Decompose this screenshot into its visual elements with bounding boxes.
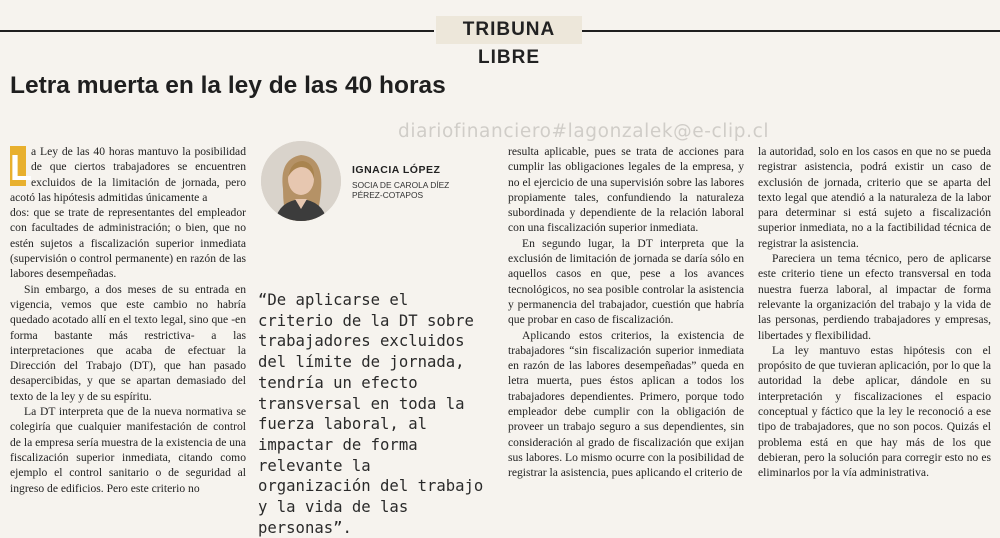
article-paragraph: En segundo lugar, la DT interpreta que la exclusión de limitación de jornada se daría sólo en aquellos casos en que, pese a los avances tecnológicos, no sea posible controlar la asistencia y permanencia del trabajador, cuestión que habría que probar en caso de fiscalización.	[508, 236, 744, 327]
drop-cap: L	[10, 147, 32, 188]
article-paragraph: La DT interpreta que de la nueva normativa se colegiría que cualquier manifestación de control de la empresa sería muestra de la existencia de una fiscalización superior inmediata, citando como ejemplo el control sanitario o de seguridad al ingreso de edificios. Pero este criterio no	[10, 405, 246, 495]
watermark: diariofinanciero#lagonzalek@e-clip.cl	[398, 121, 770, 142]
author-portrait-icon	[261, 141, 341, 221]
author-role: SOCIA DE CAROLA DÍEZ PÉREZ-COTAPOS	[352, 180, 450, 200]
author-photo	[261, 141, 341, 221]
section-label: TRIBUNA LIBRE	[436, 16, 582, 44]
article-paragraph: L a Ley de las 40 horas mantuvo la posibilidad de que ciertos trabajadores se encuentren excluidos de la limitación de jornada, pero acotó las hipótesis admitidas únicamente a	[10, 145, 246, 204]
article-paragraph: resulta aplicable, pues se trata de acciones para cumplir las obligaciones legales de la empresa, y no el ejercicio de una supervisión sobre las labores propiamente tales, confundiendo la naturaleza subordinada y dependiente de la relación laboral con una fiscalización superior inmediata.	[508, 145, 744, 235]
article-column-1	[10, 144, 246, 496]
article-column-4	[758, 144, 991, 481]
article-paragraph: Pareciera un tema técnico, pero de aplicarse este criterio tiene un efecto transversal en toda nuestra fuerza laboral, al impactar de forma relevante la organización del trabajo y la vida de las personas, perdiendo trabajadores y empresas, libertades y flexibilidad.	[758, 252, 991, 342]
article-paragraph: la autoridad, solo en los casos en que no se pueda registrar asistencia, podrá existir un caso de exclusión de jornada, criterio que se aparta del texto legal que atendió a la naturaleza de la labor para determinar si está sujeto a fiscalización superior inmediata, no a la factibilidad técnica de registrar la asistencia.	[758, 145, 991, 250]
header-rule-right	[582, 30, 1000, 32]
headline: Letra muerta en la ley de las 40 horas	[10, 72, 446, 99]
article-paragraph: La ley mantuvo estas hipótesis con el propósito de que tuvieran aplicación, por lo que la autoridad la debe aplicar, dándole en su interpretación y fiscalizaciones el espacio conceptual y fáctico que la ley le reconoció a ese tipo de trabajadores, que no son pocos. Quizás el problema está en que hay más de los que debieran, pero la solución para corregir esto no es eliminarlos por la vía administrativa.	[758, 343, 991, 480]
pull-quote: “De aplicarse el criterio de la DT sobre trabajadores excluidos del límite de jornada, tendría un efecto transversal en toda la fuerza laboral, al impactar de forma relevante la organización del trabajo y la vida de las personas”.	[258, 291, 484, 537]
article-paragraph: Aplicando estos criterios, la existencia de trabajadores “sin fiscalización superior inmediata en razón de las labores desempeñadas” queda en letra muerta, pues éstos aplican a todos los trabajadores dependientes. Primero, porque todo empleador debe cumplir con la obligación de proveer un trabajo seguro a sus dependientes, sin consideración al grado de fiscalización que exijan sus labores. Lo mismo ocurre con la posibilidad de registrar la asistencia, pues aplicando el criterio de	[508, 328, 745, 480]
article-paragraph: Sin embargo, a dos meses de su entrada en vigencia, vemos que este cambio no habría quedado acotado allí en el texto legal, sino que -en forma bastante más restrictiva- a las interpretaciones que acaba de efectuar la Dirección del Trabajo (DT), que han pasado desapercibidas, y que se apartan demasiado del texto de la ley y de su espíritu.	[10, 282, 246, 403]
header-rule-left	[0, 30, 434, 32]
article-column-3	[508, 144, 744, 481]
author-name: IGNACIA LÓPEZ	[352, 164, 441, 176]
article-paragraph: dos: que se trate de representantes del empleador con facultades de administración; o bien, que no estén sujetos a fiscalización superior inmediata (supervisión o control permanente) en razón de las labores desempeñadas.	[10, 206, 246, 281]
